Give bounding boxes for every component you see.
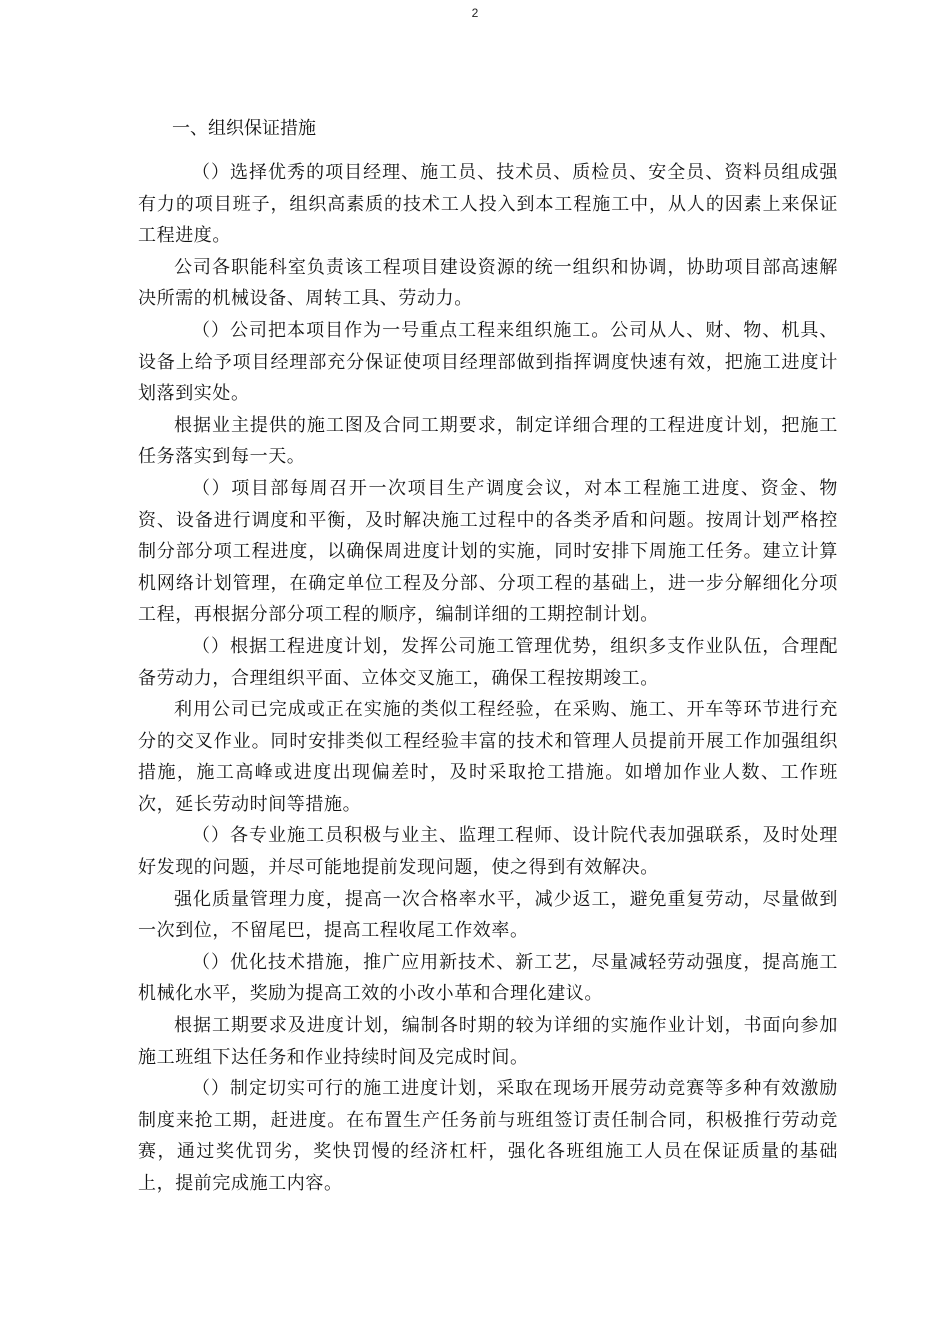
page-number: 2 [471,6,479,20]
paragraph-8: （）各专业施工员积极与业主、监理工程师、设计院代表加强联系，及时处理好发现的问题，并尽可能地提前发现问题，使之得到有效解决。 [138,825,838,879]
paragraph-2: 公司各职能科室负责该工程项目建设资源的统一组织和协调，协助项目部高速解决所需的机械设备、周转工具、劳动力。 [138,256,838,310]
paragraph-3: （）公司把本项目作为一号重点工程来组织施工。公司从人、财、物、机具、设备上给予项目经理部充分保证使项目经理部做到指挥调度快速有效，把施工进度计划落到实处。 [138,319,838,405]
section-heading: 一、组织保证措施 [172,118,316,139]
paragraph-4: 根据业主提供的施工图及合同工期要求，制定详细合理的工程进度计划，把施工任务落实到每一天。 [138,414,838,468]
paragraph-6: （）根据工程进度计划，发挥公司施工管理优势，组织多支作业队伍，合理配备劳动力，合理组织平面、立体交叉施工，确保工程按期竣工。 [138,635,838,689]
paragraph-9: 强化质量管理力度，提高一次合格率水平，减少返工，避免重复劳动，尽量做到一次到位，不留尾巴，提高工程收尾工作效率。 [138,888,838,942]
paragraph-10: （）优化技术措施，推广应用新技术、新工艺，尽量减轻劳动强度，提高施工机械化水平，奖励为提高工效的小改小革和合理化建议。 [138,951,838,1005]
paragraph-1: （）选择优秀的项目经理、施工员、技术员、质检员、安全员、资料员组成强有力的项目班子，组织高素质的技术工人投入到本工程施工中，从人的因素上来保证工程进度。 [138,162,838,247]
paragraph-5: （）项目部每周召开一次项目生产调度会议，对本工程施工进度、资金、物资、设备进行调度和平衡，及时解决施工过程中的各类矛盾和问题。按周计划严格控制分部分项工程进度，以确保周进度计划的实施，同时安排下周施工任务。建立计算机网络计划管理，在确定单位工程及分部、分项工程的基础上，进一步分解细化分项工程，再根据分部分项工程的顺序，编制详细的工期控制计划。 [138,477,838,626]
paragraph-12: （）制定切实可行的施工进度计划，采取在现场开展劳动竞赛等多种有效激励制度来抢工期，赶进度。在布置生产任务前与班组签订责任制合同，积极推行劳动竞赛，通过奖优罚劣，奖快罚慢的经济杠杆，强化各班组施工人员在保证质量的基础上，提前完成施工内容。 [138,1078,838,1194]
paragraph-11: 根据工期要求及进度计划，编制各时期的较为详细的实施作业计划，书面向参加施工班组下达任务和作业持续时间及完成时间。 [138,1015,838,1068]
paragraph-7: 利用公司已完成或正在实施的类似工程经验，在采购、施工、开车等环节进行充分的交叉作业。同时安排类似工程经验丰富的技术和管理人员提前开展工作加强组织措施，施工高峰或进度出现偏差时，及时采取抢工措施。如增加作业人数、工作班次，延长劳动时间等措施。 [138,699,838,815]
page-content [138,114,838,1200]
